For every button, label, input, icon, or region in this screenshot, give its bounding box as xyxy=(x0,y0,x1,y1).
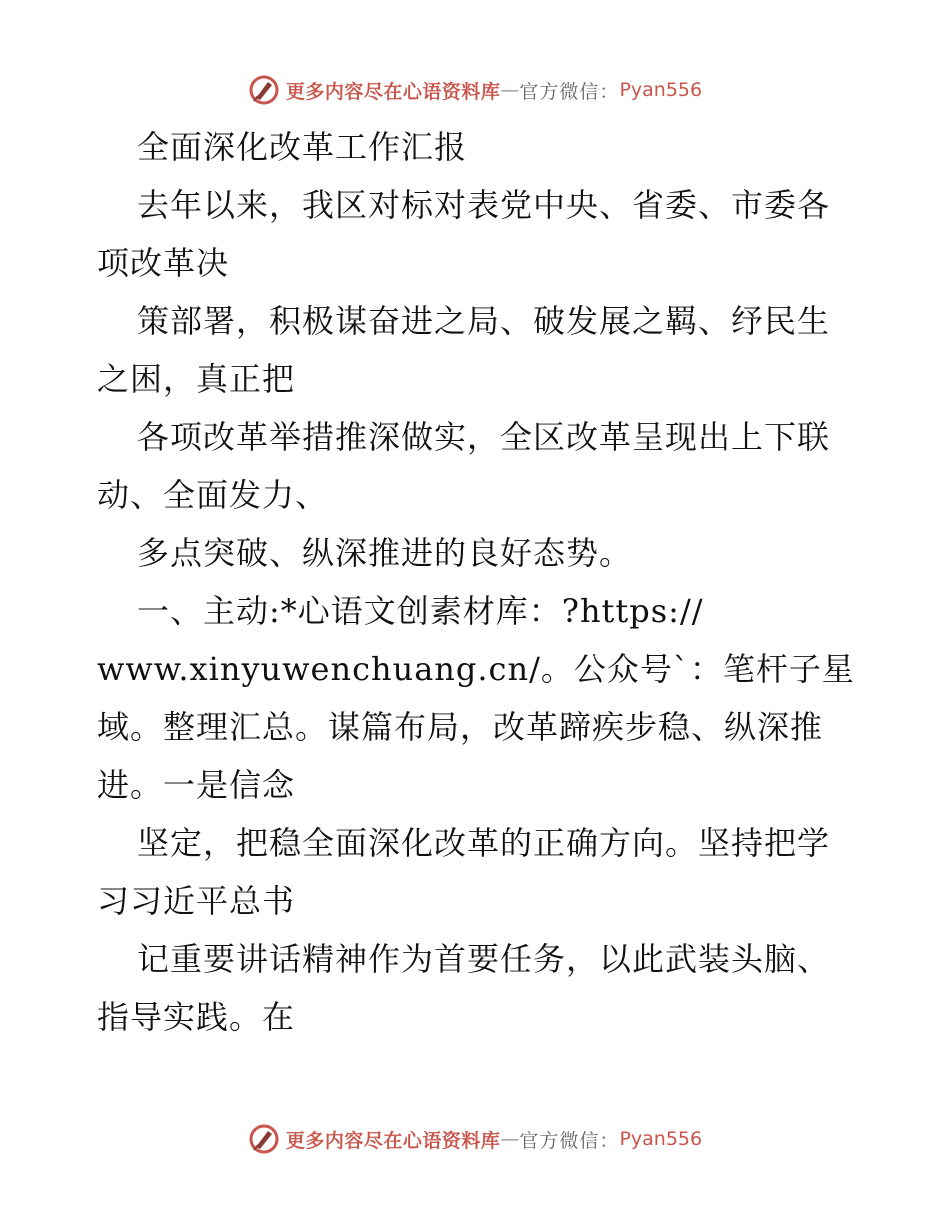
paragraph: www.xinyuwenchuang.cn/。公众号`：笔杆子星 xyxy=(97,650,855,688)
quill-logo-icon xyxy=(248,74,280,106)
banner-lead-text: 更多内容尽在心语资料库 xyxy=(285,1129,501,1152)
banner-wechat-label: 官方微信： xyxy=(519,1129,620,1152)
paragraph: 坚定，把稳全面深化改革的正确方向。坚持把学习习近平总书 xyxy=(97,824,831,920)
quill-logo-icon xyxy=(248,1123,280,1155)
document-title: 全面深化改革工作汇报 xyxy=(137,128,468,166)
paragraph: 策部署，积极谋奋进之局、破发展之羁、纾民生之困，真正把 xyxy=(97,302,831,398)
banner-wechat-id: Pyan556 xyxy=(619,79,703,101)
paragraph: 多点突破、纵深推进的良好态势。 xyxy=(137,534,633,572)
paragraph: 记重要讲话精神作为首要任务，以此武装头脑、指导实践。在 xyxy=(97,940,831,1036)
footer-banner xyxy=(0,1119,950,1159)
header-banner xyxy=(0,70,950,110)
paragraph: 一、主动:*心语文创素材库：?https:// xyxy=(137,592,704,630)
banner-wechat-label: 官方微信： xyxy=(519,80,620,103)
banner-separator: — xyxy=(500,79,520,101)
paragraph: 去年以来，我区对标对表党中央、省委、市委各项改革决 xyxy=(97,186,831,282)
banner-wechat-id: Pyan556 xyxy=(619,1128,703,1150)
paragraph: 各项改革举措推深做实，全区改革呈现出上下联动、全面发力、 xyxy=(97,418,831,514)
banner-lead-text: 更多内容尽在心语资料库 xyxy=(285,80,501,103)
document-body xyxy=(97,118,857,1046)
paragraph: 域。整理汇总。谋篇布局，改革蹄疾步稳、纵深推进。一是信念 xyxy=(97,708,824,804)
banner-separator: — xyxy=(500,1128,520,1150)
